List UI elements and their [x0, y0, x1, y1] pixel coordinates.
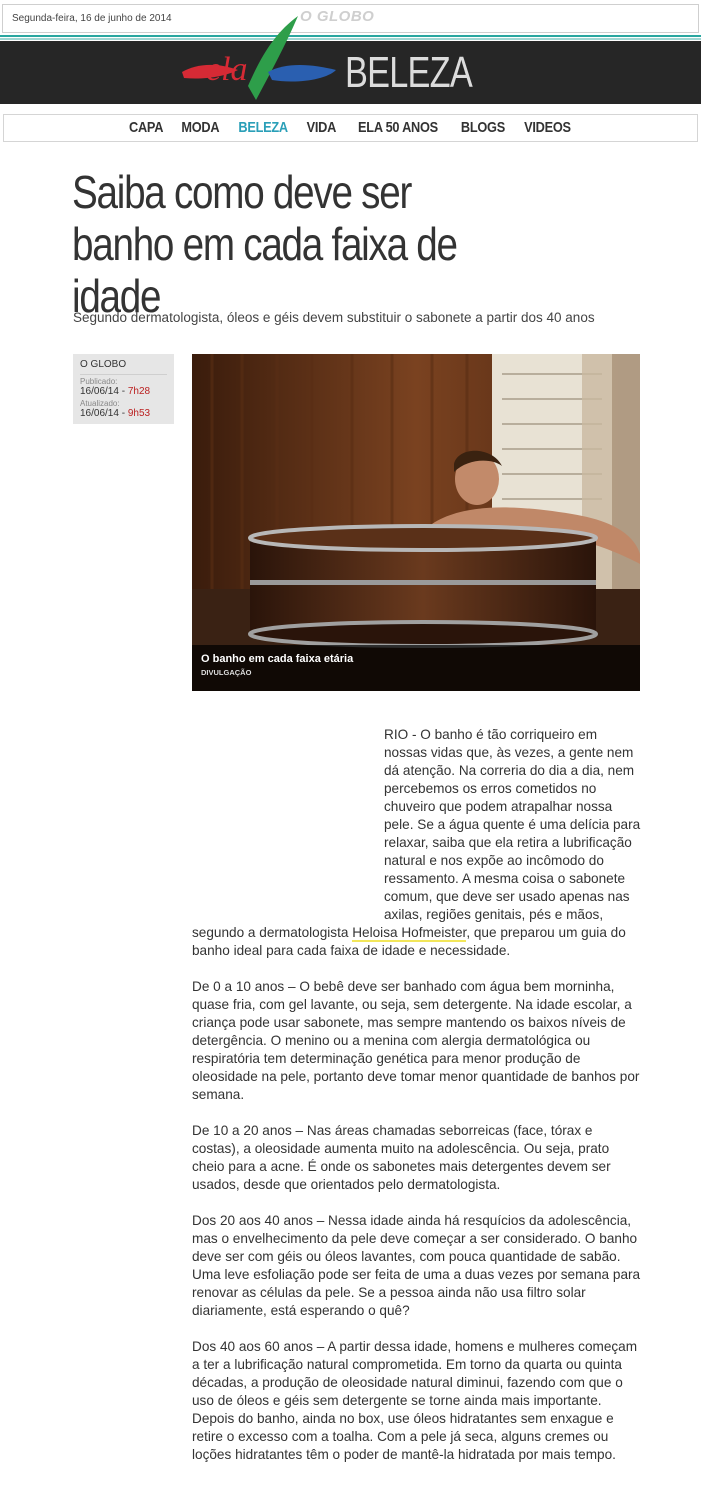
- published-timestamp: 16/06/14 - 7h28: [80, 386, 151, 397]
- current-date: Segunda-feira, 16 de junho de 2014: [12, 13, 172, 24]
- article-intro: RIO - O banho é tão corriqueiro em nossas vidas que, às vezes, a gente nem dá atenção. Na correria do dia a dia, nem percebemos os erros cometidos no chuveiro que podem atrapalhar nossa pele. Se a água quente é uma delícia para relaxar, saiba que ela retira a lubrificação natural e nos expõe ao incômodo do ressamento. A mesma coisa o sabonete comum, que deve ser usado apenas nas axilas, regiões genitais, pés e mãos, segundo a dermatologista Heloisa Hofmeister, que preparou um guia do banho ideal para cada faixa de idade e necessidade.: [192, 727, 641, 958]
- ela-logo-icon[interactable]: [176, 14, 346, 106]
- updated-timestamp: 16/06/14 - 9h53: [80, 408, 151, 419]
- nav-bar: [3, 114, 698, 142]
- section-title: BELEZA: [345, 48, 472, 97]
- updated-label: Atualizado:: [80, 399, 120, 408]
- published-label: Publicado:: [80, 377, 118, 386]
- inline-ad-space: [192, 726, 384, 924]
- photo-caption-text: O banho em cada faixa etária: [201, 653, 354, 665]
- article-meta: [73, 354, 174, 424]
- nav-menu: [4, 119, 697, 136]
- photo-credit: DIVULGAÇÃO: [201, 668, 252, 677]
- header-stripe-light: [0, 38, 701, 40]
- paragraph-0-10: De 0 a 10 anos – O bebê deve ser banhado com água bem morninha, quase fria, com gel lavante, ou seja, sem detergente. Na idade escolar, a criança pode usar sabonete, mas sempre mantendo os baixos níveis de detergência. O menino ou a menina com alergia dermatológica ou respiratória tem determinação genética para menor produção de oleosidade na pele, portanto deve tomar menor quantidade de banhos por semana.: [192, 979, 640, 1102]
- article-body: [192, 726, 642, 1482]
- oglobo-logo[interactable]: O GLOBO: [300, 8, 375, 25]
- article-photo[interactable]: [192, 354, 640, 691]
- nav-item-beleza[interactable]: BELEZA: [238, 119, 289, 136]
- article-title: Saiba como deve ser banho em cada faixa de idade: [72, 166, 457, 322]
- article-source: O GLOBO: [80, 359, 167, 375]
- nav-item-vida[interactable]: VIDA: [306, 119, 337, 136]
- nav-item-blogs[interactable]: BLOGS: [460, 119, 505, 136]
- dermatologist-link[interactable]: Heloisa Hofmeister: [352, 925, 467, 940]
- nav-item-ela-50-anos[interactable]: ELA 50 ANOS: [357, 119, 438, 136]
- paragraph-20-40: Dos 20 aos 40 anos – Nessa idade ainda há resquícios da adolescência, mas o envelhecimento da pele deve começar a ser considerado. O banho deve ser com géis ou óleos lavantes, com pouca quantidade de sabão. Uma leve esfoliação pode ser feita de uma a duas vezes por semana para renovar as células da pele. Se a pessoa ainda não usa filtro solar diariamente, está esperando o quê?: [192, 1213, 641, 1318]
- bathtub-photo-illustration: [192, 354, 640, 691]
- paragraph-10-20: De 10 a 20 anos – Nas áreas chamadas seborreicas (face, tórax e costas), a oleosidade aumenta muito na adolescência. Ou seja, prato cheio para a acne. É onde os sabonetes mais detergentes devem ser usados, desde que orientados pelo dermatologista.: [192, 1123, 611, 1192]
- header-stripe: [0, 35, 701, 37]
- logo-ela-text: ela: [206, 51, 248, 88]
- photo-caption: [192, 645, 640, 691]
- nav-item-capa[interactable]: CAPA: [128, 119, 163, 136]
- nav-item-videos[interactable]: VIDEOS: [524, 119, 572, 136]
- article-subtitle: Segundo dermatologista, óleos e géis devem substituir o sabonete a partir dos 40 anos: [73, 310, 595, 325]
- nav-item-moda[interactable]: MODA: [181, 119, 220, 136]
- paragraph-40-60: Dos 40 aos 60 anos – A partir dessa idade, homens e mulheres começam a ter a lubrificação natural comprometida. Em torno da quarta ou quinta décadas, a produção de oleosidade natural diminui, fazendo com que o uso de óleos e géis sem detergente se torne ainda mais importante. Depois do banho, ainda no box, use óleos hidratantes sem enxague e retire o excesso com a toalha. Com a pele já seca, alguns cremes ou loções hidratantes têm o poder de mantê-la hidratada por mais tempo.: [192, 1339, 638, 1462]
